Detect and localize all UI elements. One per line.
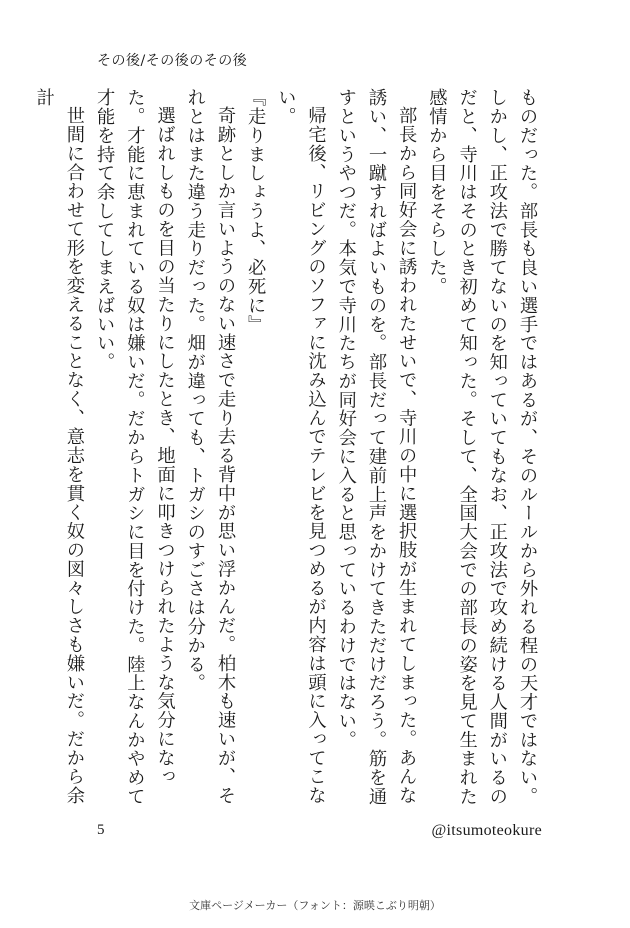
- vertical-text-column: [33, 88, 542, 808]
- paragraph-4-quote: 『走りましょうよ、必死に』: [245, 88, 267, 334]
- paragraph-2: 部長から同好会に誘われたせいで、寺川の中に選択肢が生まれてしまった。あんな誘い、一蹴すればよいものを。部長だって建前上声をかけてきただけだろう。筋を通すというやつだ。本気で寺川たちが同好会に入ると思っているわけではない。: [335, 88, 418, 806]
- paragraph-1: ものだった。部長も良い選手ではあるが、そのルールから外れる程の天才ではない。しかし、正攻法で勝てないのを知っていてもなお、正攻法で攻め続ける人間がいるのだと、寺川はそのとき初めて知った。そして、全国大会での部長の姿を見て生まれた感情から目をそらした。: [426, 88, 538, 806]
- paragraph-7: 世間に合わせて形を変えることなく、意志を貫く奴の図々しさも嫌いだ。だから余計: [33, 88, 85, 806]
- paragraph-5: 奇跡としか言いようのない速さで走り去る背中が思い浮かんだ。柏木も速いが、それとはまた違う走りだった。畑が違っても、トガシのすごさは分かる。: [184, 88, 236, 806]
- paragraph-6: 選ばれしものを目の当たりにしたとき、地面に叩きつけられたような気分になった。才能に恵まれている奴は嫌いだ。だからトガシに目を付けた。陸上なんかやめて才能を持て余してしまえばいい。: [94, 88, 176, 806]
- author-handle: @itsumoteokure: [431, 822, 542, 839]
- paragraph-3: 帰宅後、リビングのソファに沈み込んでテレビを見つめるが内容は頭に入ってこない。: [275, 88, 327, 806]
- page-number: 5: [97, 822, 105, 838]
- footer-credit: 文庫ページメーカー（フォント：源暎こぶり明朝）: [189, 899, 441, 912]
- running-title: その後/その後のその後: [97, 53, 248, 69]
- body-text: [33, 88, 542, 808]
